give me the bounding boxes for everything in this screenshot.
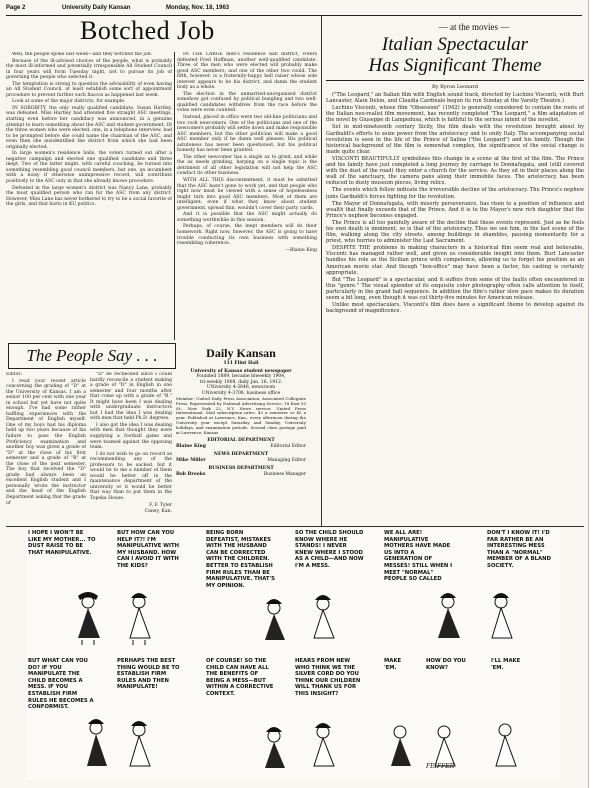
woman-figure-icon [471,528,559,646]
staff-name: Blaine King [176,443,206,449]
speech-text: SO THE CHILD SHOULD KNOW WHERE HE STANDS! I NEVER KNEW WHERE I STOOD AS A CHILD—AND NOW I'M A MESS. [295,530,364,569]
issue-date: Monday, Nov. 18, 1963 [166,5,230,11]
speech-text: BUT HOW CAN YOU HELP IT?! I'M MANIPULATIVE WITH MY HUSBAND. HOW CAN I AVOID IT WITH THE KIDS? [117,530,180,569]
speech-text: BEING BORN DEFEATIST, MISTAKES WITH THE HUSBAND CAN BE CORRECTED WITH THE CHILDREN. BETTER TO ESTABLISH FIRM RULES THAN BE MANIPULATIVE. THAT'S MY OPINION. [206,530,275,589]
cartoon-panel [115,656,203,774]
paragraph: IN SOROBITY, the only really qualified candidate, Susan Hartley, was defeated. Miss Hartley had attended five straight ASC meetings, starting even before her candidacy was announced, in a genuine attempt to learn something about the ASC and student government. Of the three women who were elected, one, in a telephone interview, had to be prompted before she could name the chairman of the ASC, and even then she misidentified the district from which she had been originally elected. [6,105,172,150]
woman-figure-icon [115,528,203,646]
masthead-logo: Daily Kansan [206,346,276,360]
paragraph: IN THE LARGE men's residence hall district, voters defeated Fred Hoffman, another well-qualified candidate. Three of the men who were elected will probably make good ASC members, and one of the other two could. The fifth, however, is a fraternity-happy hell raiser whose sole interest appears to be his district, and damn the student body as a whole. [177,52,317,91]
speech-text: PERHAPS THE BEST THING WOULD BE TO ESTABLISH FIRM RULES AND THEN MANIPULATE! [117,658,180,691]
speech-text: I HOPE I WON'T BE LIKE MY MOTHER... TO DUST RAISE TO BE THAT MANIPULATIVE. [28,530,96,556]
staff-role: Editorial Editor [270,443,306,449]
speech-text: WE ALL ARE! MANIPULATIVE MOTHERS HAVE MADE US INTO A GENERATION OF MESSES! STILL WHEN I MEET "NORMAL" PEOPLE SO CALLED [384,530,453,583]
staff-row [176,458,306,464]
section-divider [6,526,584,527]
masthead [176,346,306,477]
speech-text: DON'T I KNOW IT! I'D FAR RATHER BE AN INTERESTING MESS THAN A "NORMAL" MEMBER OF A BLAND SOCIETY. [487,530,551,569]
paragraph: The events which follow indicate the irreversible decline of the aristocracy. The Prince's nephew joins Garibaldi's forces fighting for the revolution. [326,187,584,200]
cartoon-panel [471,528,559,646]
speech-text: BUT WHAT CAN YOU DO? IF YOU MANIPULATE THE CHILD BECOMES A MESS. IF YOU ESTABLISH FIRM RULES HE BECOMES A CONFORMIST. [28,658,94,711]
paragraph: Look at some of the major districts, for example. [12,99,126,105]
editorial-column-2 [177,52,317,342]
paragraph: The Prince is all too painfully aware of the decline that these events represent. Just as he feels his own death is imminent, so is that of the aristocracy. Thus we see him, in the last scene of the film, walking along the city streets, among buildings in shambles, pausing momentarily for a priest, who hurries to administer the Last Sacrament. [326,219,584,245]
speech-text: OF COURSE! SO THE CHILD CAN HAVE ALL THE BENEFITS OF BEING A MESS—BUT WITHIN A CORRECTIVE CONTEXT. [206,658,274,697]
paragraph: ("The Leopard," an Italian film with English sound track, directed by Luchino Visconti, with Burt Lancaster, Alain Delon, and Claudia Cardinale begun its run Sunday at the Varsity Theatre.) [326,92,584,105]
paragraph: The temptation is strong to question the advisability of even having an All Student Council, at least establish some sort of appointment procedure to prevent further such fiascos as happened last week. [6,81,172,98]
letters-heading: The People Say . . . [8,343,176,369]
woman-figure-icon [115,656,203,774]
paragraph: And it is possible that the ASC might actually do something worthwhile in this session. [177,212,317,223]
feiffer-cartoon [26,528,560,780]
woman-figure-icon [471,656,559,774]
paragraph: Unlike most spectaculars, Visconti's film does have a significant theme to develop against its background of magnificence. [326,302,584,315]
paragraph: Defeated in the large women's district was Nancy Lane, probably the most qualified person who ran for the ASC from any district. However, Miss Lane has never bothered to try to be a social favorite of the girls, and that hurts in KU politics. [6,185,172,208]
paragraph: I read your recent article concerning the grading of "D" at the University of Kansas. I am a senior 100 per cent with one year in school but yet have not quite enough. I've had some rather baffling experiences with the Department of English myself. One of my boys had his diploma held up two years because of his failure to pass the English Proficiency examination and another boy was given a grade of "D" at the close of his first semester and a grade of "B" at the close of the next semester. The boy that received the "D" grade had always been an excellent English student and I personally wrote the instructor and the head of the English Department asking that the grade of [6,378,86,506]
movies-byline: By Byron Leonard [432,84,478,90]
woman-figure-icon [293,528,381,646]
woman-figure-icon [293,656,381,774]
paragraph: The Mayor of Donnafugata, with miserly perseverance, has risen to a position of influence and wealth that finally exceeds that of the Prince. And it is to the Mayor's new rich daughter that the Prince's nephew becomes engaged. [326,200,584,219]
cartoon-panel [471,656,559,774]
masthead-address: 111 Flint Hall [223,361,259,366]
headline-line: Italian Spectacular [381,34,529,55]
movies-kicker: — at the movies — [438,22,510,32]
paragraph: Instead, placed in office were two old-line politicians and two rock newcomers. One of the politicians and one of the newcomers probably will settle down and make responsible ASC members, but the other politician will make a good ASC member only if he damn well pleases. His political astuteness has never been questioned, but his political honesty has never been granted. [177,115,317,154]
cartoon-panel [382,528,470,646]
column-divider [174,52,175,340]
paragraph: VISCONTI BEAUTIFULLY symbolizes this change in a scene at the first of the film. The Prince and his family have just completed a long journey by carriage to Donnafugata, and (still covered with the dust of the road) they enter a church for the service. As they sit in their places along the wall of the sanctuary, the camera pans along their immobile faces. The aristocracy has been reduced to dusty museum pieces, living relics. [326,155,584,187]
masthead-line: Founded 1889, became biweekly 1904, [196,374,286,379]
staff-name: Mike Miller [176,457,206,463]
cartoon-panel [382,656,470,774]
editorial-headline: Botched Job [80,16,215,45]
speech-text: HEARS FROM NEW WHO THINK WE THE SILVER CORD DO YOU THINK OUR CHILDREN WILL THANK US FOR THIS INSIGHT? [295,658,361,697]
staff-role: Business Manager [263,471,306,477]
column-divider [321,16,322,526]
paragraph: I also got the idea I was dealing with men that thought they were supplying a football game and were teamed against the opposing team. [90,422,172,451]
paragraph: I do not wish to go on record as recommending any of the professors to be sacked, but it would be to me a number of them would be better off in the maintenance department of the university or it would be better that way than to put them in the Topeka House. [90,451,172,502]
cartoon-panel [293,528,381,646]
cartoon-signature: FEIFFER [426,763,455,770]
movies-headline [326,34,584,81]
movies-body [326,92,584,526]
masthead-line: tri-weekly 1908, daily Jan. 16, 1912. [199,379,283,385]
page-edge [588,0,600,788]
masthead-line: University of Kansas student newspaper [190,368,292,374]
editorial-dept-heading: EDITORIAL DEPARTMENT [207,438,275,444]
paragraph: Perhaps, of course, the inept members will do their homework. Right now, however, the ASC is going to have trouble conducting its own business with something resembling coherence. [177,224,317,247]
paragraph: Because of the ill-advised choices of the people, what is probably the most ill-informed and potentially irresponsible All Student Council in four years will form Tuesday night, not to pursue its job of governing the people who selected it. [6,58,172,81]
paper-name: University Daily Kansan [62,5,131,11]
masthead-line: UNiversity 4-3646, newsroom [206,385,276,390]
cartoon-panel [26,656,114,774]
letters-column-2 [90,372,172,524]
cartoon-panel [204,656,292,774]
cartoon-panel [115,528,203,646]
woman-figure-icon [26,528,114,646]
paragraph: "D" be rechecked since I could hardly reconcile a student making a grade of "D" in English in one semester and four months after that come up with a grade of "B." It might have been I was dealing with undergraduate instructors but I had the idea I was dealing with men that held Ph.D. degrees. [90,372,172,422]
cartoon-panel [26,528,114,646]
staff-row [176,472,306,478]
headline-line: Has Significant Theme [368,55,542,76]
letters-column-1 [6,372,86,524]
paragraph: DESPITE THE problems in making characters in a historical film seem real and believable, Visconti has managed rather well, and given us considerable insight into them. Burt Lancaster handles his role as the Sicilian prince with competence, allowing us to forget his position as an American movie star. And though "box-office" may have been a factor, his casting is certainly appropriate. [326,245,584,276]
kicker-text: at the movies [450,22,498,32]
letter-signature-name: F. F. Tyler [149,502,172,508]
paragraph: Set in mid-nineteenth century Sicily, the film deals with the revolution brought about by Garibaldi's efforts to seize power from the aristocracy and to unify Italy. The accompanying social revolution is seen in the life of the Prince of Salina ("the Leopard") and his family. Though the historical background of the film is somewhat complex, the significance of the social change is made quite clear. [326,124,584,155]
staff-row [176,444,306,450]
woman-figure-icon [204,528,292,646]
speech-text: HOW DO YOU KNOW? [426,658,466,671]
letter-signature-place: Caney, Kan. [144,509,172,515]
speech-text: MAKE 'EM. [384,658,402,671]
paragraph: WITH ALL THIS discontentment, it must be admitted that the ASC hasn't gone to work yet, and that people who right now must be viewed with a sense of hopelessness might turn into good ASC members. Most of them are intelligent, even if what they know about student government, spread thin, wouldn't cover their party cards. [177,178,317,211]
editorial-signature: —Blaine King [285,247,317,253]
paragraph: Luchino Visconti, whose film "Obsession" (1942) is generally considered to contain the roots of the Italian neo-realist film movement, has recently completed "The Leopard," a film adaptation of the novel by Giuseppe di Lampedusa, which is faithful to the serious intent of the novelist. [326,105,584,124]
page-label: Page 2 [6,5,26,11]
paragraph: The election in the unmarried-unorganized district somehow got confused by political bungling and two well-qualified candidates withdrew from the race before the votes were even counted. [177,91,317,114]
cartoon-panel [293,656,381,774]
paragraph: Well, the people spoke last week—and they botched the job. [12,52,153,57]
page-header [6,5,582,16]
news-dept-heading: NEWS DEPARTMENT [213,452,269,458]
paragraph: The other newcomer has a single ax to grind, and while the ax needs grinding, harping on a single topic is the detriment of all other legislation will not help the ASC conduct its other business. [177,154,317,177]
women-figures-icon [382,656,470,774]
editorial-column-1 [6,52,172,342]
masthead-fineprint: Member: United Daily Press Association, Associated Collegiate Press. Represented by National Advertising Service, 18 East 50 St., New York 22, N.Y. News service: United Press International. Mail subscription rates: $3 a semester or $5 a year. Published at Lawrence, Kan., every afternoon during the University year except Saturday and Sunday, University holidays, and examination periods. Second class postage paid at Lawrence, Kansas [176,396,306,435]
woman-figure-icon [204,656,292,774]
staff-role: Managing Editor [267,457,306,463]
paragraph: But "The Leopard" is a spectacular, and it suffers from some of the faults often encountered in this "genre." The visual splendor of its exquisite color photography often calls attention to itself, particularly in the grand ball sequence. In addition the film's rather slow pace makes its duration seem a bit long, even though it was cut thirty-five minutes for American release. [326,276,584,301]
woman-figure-icon [26,656,114,774]
speech-text: I'LL MAKE 'EM. [491,658,521,671]
cartoon-panel [204,528,292,646]
masthead-line: UNiversity 4-3708, business office [201,390,281,396]
paragraph: Editor: [6,372,23,377]
business-dept-heading: BUSINESS DEPARTMENT [208,466,274,472]
woman-figure-icon [382,528,470,646]
staff-name: Bob Brooks [176,471,206,477]
paragraph: In large women's residence halls, the voters turned out after a negative campaign and elected one qualified candidate and three inept. Two of the latter might, with careful coaching, be turned into something resembling good council members, but one, an incumbent with a noisy if otherwise unimpressive record, will contribute positively to the ASC only in that she already knows procedure. [6,151,172,185]
